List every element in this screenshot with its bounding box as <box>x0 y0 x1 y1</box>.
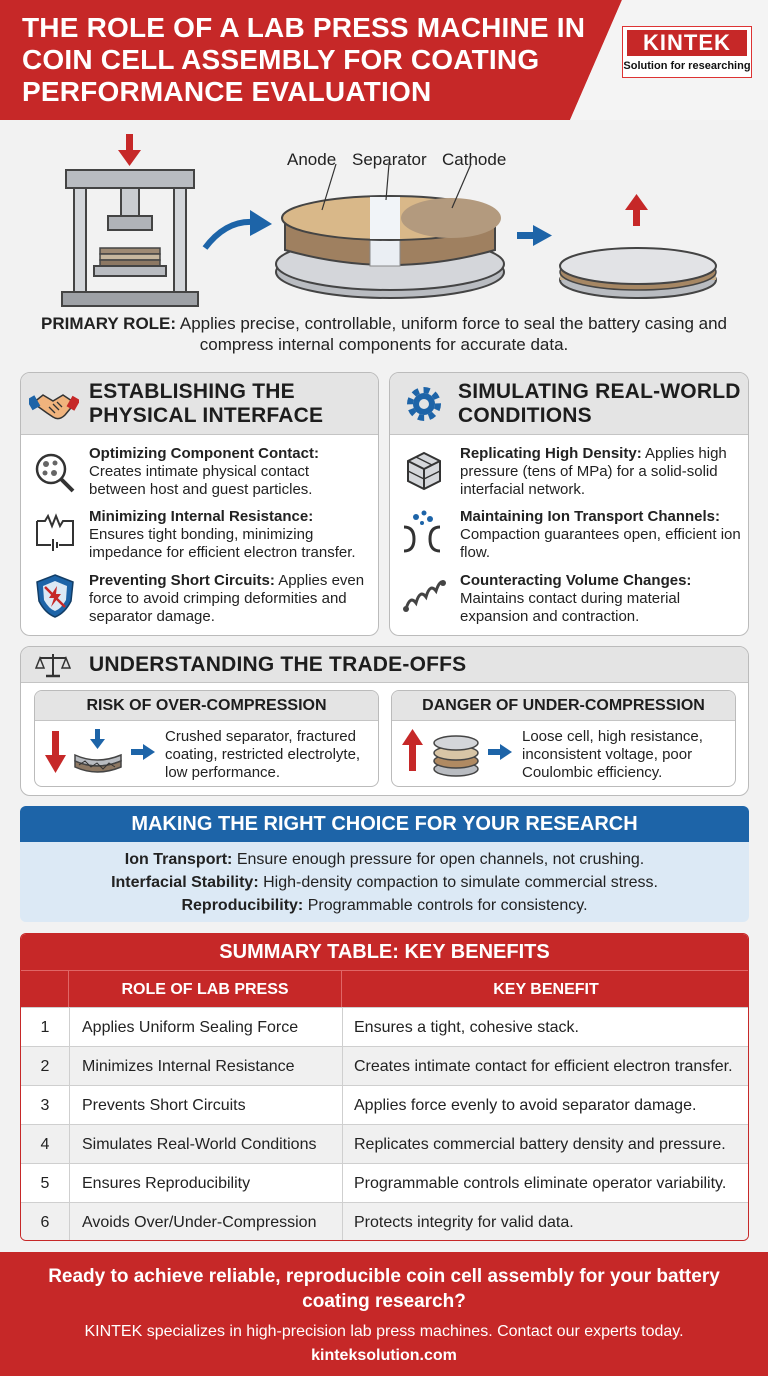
row-number: 2 <box>40 1058 50 1075</box>
choice-line-stability <box>20 873 749 893</box>
primary-role-text: Applies precise, controllable, uniform force to seal the battery casing and compress internal components for accurate data. <box>179 314 727 354</box>
conditions-panel <box>389 372 749 636</box>
spring-icon <box>402 575 446 615</box>
over-compression-icon <box>35 723 165 785</box>
kintek-logo[interactable] <box>622 26 752 78</box>
choice-line-ion-transport-text: Ensure enough pressure for open channels, not crushing. <box>236 851 645 868</box>
cubes-icon <box>402 449 446 493</box>
logo-name: KINTEK <box>627 30 747 56</box>
choice-line-reproducibility-label: Reproducibility: <box>181 897 304 914</box>
interface-item-contact-text: Creates intimate physical contact between host and guest particles. <box>89 463 313 498</box>
hero-illustration <box>0 120 768 360</box>
table-row <box>21 1202 748 1241</box>
conditions-item-density-text: Applies high pressure (tens of MPa) for a solid-solid interfacial network. <box>460 445 727 498</box>
choice-line-ion-transport-label: Ion Transport: <box>124 851 233 868</box>
balance-scale-icon <box>35 650 71 680</box>
choice-line-stability-text: High-density compaction to simulate commercial stress. <box>263 874 658 891</box>
sealed-coin-cell-icon <box>560 248 716 298</box>
under-compression-icon <box>392 723 522 785</box>
footer <box>0 1252 768 1376</box>
table-row <box>21 1163 748 1202</box>
conditions-item-volume-text: Maintains contact during material expansion and contraction. <box>460 590 681 625</box>
row-number: 6 <box>40 1214 50 1231</box>
circuit-icon <box>33 513 77 553</box>
choice-line-ion-transport <box>20 850 749 870</box>
summary-table <box>20 933 749 1241</box>
row-number: 1 <box>40 1019 50 1036</box>
tradeoffs-panel-header <box>21 647 748 683</box>
shield-no-lightning-icon <box>33 573 77 619</box>
conditions-item-density-label: Replicating High Density: <box>460 445 642 462</box>
interface-item-short-circuits-text: Applies even force to avoid crimping deformities and separator damage. <box>89 572 365 625</box>
header <box>0 0 768 120</box>
row-role: Ensures Reproducibility <box>82 1175 251 1192</box>
row-benefit: Programmable controls eliminate operator variability. <box>354 1175 727 1192</box>
under-compression-text: Loose cell, high resistance, inconsistent voltage, poor Coulombic efficiency. <box>522 728 703 781</box>
handshake-icon <box>29 385 79 425</box>
page-title: THE ROLE OF A LAB PRESS MACHINE IN COIN CELL ASSEMBLY FOR COATING PERFORMANCE EVALUATION <box>22 12 586 107</box>
table-row <box>21 1046 748 1085</box>
table-row <box>21 1007 748 1046</box>
column-divider <box>69 1007 70 1241</box>
separator-label: Separator <box>352 150 427 169</box>
interface-panel <box>20 372 379 636</box>
interface-item-resistance-label: Minimizing Internal Resistance: <box>89 508 314 525</box>
right-arrow-icon <box>517 225 552 246</box>
tradeoffs-panel-title: UNDERSTANDING THE TRADE-OFFS <box>89 653 467 676</box>
row-benefit: Replicates commercial battery density and pressure. <box>354 1136 726 1153</box>
column-header-role: ROLE OF LAB PRESS <box>69 970 342 1007</box>
interface-item-contact-label: Optimizing Component Contact: <box>89 445 319 462</box>
logo-tagline: Solution for researching <box>623 60 751 72</box>
row-role: Avoids Over/Under-Compression <box>82 1214 317 1231</box>
cathode-label: Cathode <box>442 150 507 169</box>
choice-line-reproducibility <box>20 896 749 916</box>
choice-line-reproducibility-text: Programmable controls for consistency. <box>307 897 588 914</box>
row-number: 3 <box>40 1097 50 1114</box>
choice-panel <box>20 806 749 922</box>
press-diagram <box>0 120 768 310</box>
conditions-item-volume-label: Counteracting Volume Changes: <box>460 572 692 589</box>
particles-magnifier-icon <box>33 451 77 495</box>
conditions-item-volume <box>460 572 745 626</box>
row-benefit: Protects integrity for valid data. <box>354 1214 574 1231</box>
footer-cta: Ready to achieve reliable, reproducible coin cell assembly for your battery coating research? <box>48 1266 720 1312</box>
conditions-panel-header <box>390 373 748 435</box>
row-role: Minimizes Internal Resistance <box>82 1058 295 1075</box>
row-role: Applies Uniform Sealing Force <box>82 1019 299 1036</box>
footer-subtext: KINTEK specializes in high-precision lab press machines. Contact our experts today. <box>84 1323 684 1340</box>
tradeoffs-panel <box>20 646 749 796</box>
gear-icon <box>402 382 446 426</box>
footer-website-link[interactable]: kinteksolution.com <box>311 1347 457 1364</box>
conditions-item-ion-transport <box>460 508 745 562</box>
interface-panel-header <box>21 373 378 435</box>
row-benefit: Applies force evenly to avoid separator damage. <box>354 1097 697 1114</box>
interface-item-resistance-text: Ensures tight bonding, minimizing impedance for efficient electron transfer. <box>89 526 356 561</box>
row-role: Prevents Short Circuits <box>82 1097 246 1114</box>
ion-channel-icon <box>400 509 444 553</box>
conditions-item-density <box>460 445 745 499</box>
under-compression-title: DANGER OF UNDER-COMPRESSION <box>392 691 735 721</box>
conditions-panel-title: SIMULATING REAL-WORLD CONDITIONS <box>458 380 741 427</box>
under-compression-panel <box>391 690 736 787</box>
choice-title: MAKING THE RIGHT CHOICE FOR YOUR RESEARCH <box>20 806 749 842</box>
choice-line-stability-label: Interfacial Stability: <box>111 874 259 891</box>
interface-item-contact <box>89 445 369 499</box>
row-benefit: Creates intimate contact for efficient electron transfer. <box>354 1058 733 1075</box>
table-row <box>21 1124 748 1163</box>
interface-item-short-circuits-label: Preventing Short Circuits: <box>89 572 275 589</box>
primary-role-label: PRIMARY ROLE: <box>41 314 177 333</box>
table-row <box>21 1085 748 1124</box>
row-role: Simulates Real-World Conditions <box>82 1136 317 1153</box>
summary-table-title: SUMMARY TABLE: KEY BENEFITS <box>21 934 748 970</box>
curved-arrow-icon <box>205 210 272 248</box>
conditions-item-ion-transport-label: Maintaining Ion Transport Channels: <box>460 508 721 525</box>
down-arrow-icon <box>118 134 141 166</box>
lab-press-icon <box>62 170 198 306</box>
over-compression-title: RISK OF OVER-COMPRESSION <box>35 691 378 721</box>
interface-item-resistance <box>89 508 374 562</box>
interface-item-short-circuits <box>89 572 374 626</box>
column-header-number <box>21 970 69 1007</box>
interface-panel-title: ESTABLISHING THE PHYSICAL INTERFACE <box>89 380 324 427</box>
over-compression-text: Crushed separator, fractured coating, restricted electrolyte, low performance. <box>165 728 361 781</box>
up-arrow-icon <box>625 194 648 226</box>
primary-role <box>20 313 748 355</box>
conditions-item-ion-transport-text: Compaction guarantees open, efficient ion flow. <box>460 526 741 561</box>
row-number: 5 <box>40 1175 50 1192</box>
column-divider <box>342 1007 343 1241</box>
column-header-benefit: KEY BENEFIT <box>342 970 749 1007</box>
row-number: 4 <box>40 1136 50 1153</box>
row-benefit: Ensures a tight, cohesive stack. <box>354 1019 579 1036</box>
anode-label: Anode <box>287 150 337 169</box>
coin-cell-cutaway-icon <box>276 164 504 298</box>
over-compression-panel <box>34 690 379 787</box>
